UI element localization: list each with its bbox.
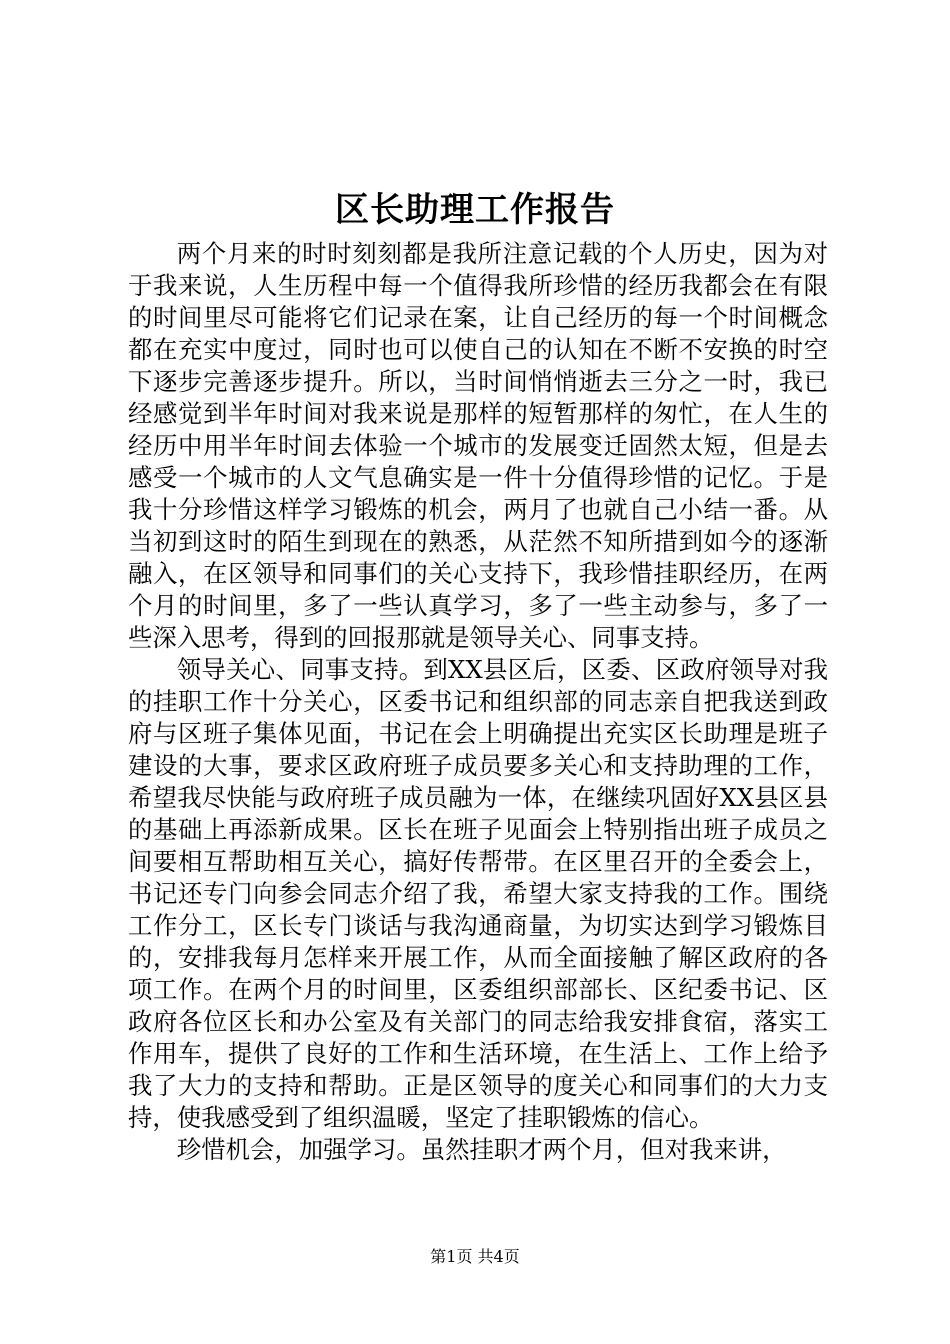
document-title: 区长助理工作报告 (335, 190, 615, 230)
page-number-footer: 第1页 共4页 (430, 1247, 520, 1266)
paragraph: 领导关心、同事支持。到XX县区后，区委、区政府领导对我的挂职工作十分关心，区委书记和组织部的同志亲自把我送到政府与区班子集体见面，书记在会上明确提出充实区长助理是班子建设的大事，要求区政府班子成员要多关心和支持助理的工作，希望我尽快能与政府班子成员融为一体，在继续巩固好XX县区县的基础上再添新成果。区长在班子见面会上特别指出班子成员之间要相互帮助相互关心，搞好传帮带。在区里召开的全委会上，书记还专门向参会同志介绍了我，希望大家支持我的工作。围绕工作分工，区长专门谈话与我沟通商量，为切实达到学习锻炼目的，安排我每月怎样来开展工作，从而全面接触了解区政府的各项工作。在两个月的时间里，区委组织部部长、区纪委书记、区政府各位区长和办公室及有关部门的同志给我安排食宿，落实工作用车，提供了良好的工作和生活环境，在生活上、工作上给予我了大力的支持和帮助。正是区领导的度关心和同事们的大力支持，使我感受到了组织温暖，坚定了挂职锻炼的信心。 (128, 655, 828, 1132)
document-body (128, 238, 828, 1166)
paragraph: 珍惜机会，加强学习。虽然挂职才两个月，但对我来讲， (176, 1135, 787, 1164)
paragraph: 两个月来的时时刻刻都是我所注意记载的个人历史，因为对于我来说，人生历程中每一个值得我所珍惜的经历我都会在有限的时间里尽可能将它们记录在案，让自己经历的每一个时间概念都在充实中度过，同时也可以使自己的认知在不断不安换的时空下逐步完善逐步提升。所以，当时间悄悄逝去三分之一时，我已经感觉到半年时间对我来说是那样的短暂那样的匆忙，在人生的经历中用半年时间去体验一个城市的发展变迁固然太短，但是去感受一个城市的人文气息确实是一件十分值得珍惜的记忆。于是我十分珍惜这样学习锻炼的机会，两月了也就自己小结一番。从当初到这时的陌生到现在的熟悉，从茫然不知所措到如今的逐渐融入，在区领导和同事们的关心支持下，我珍惜挂职经历，在两个月的时间里，多了一些认真学习，多了一些主动参与，多了一些深入思考，得到的回报那就是领导关心、同事支持。 (128, 239, 828, 652)
